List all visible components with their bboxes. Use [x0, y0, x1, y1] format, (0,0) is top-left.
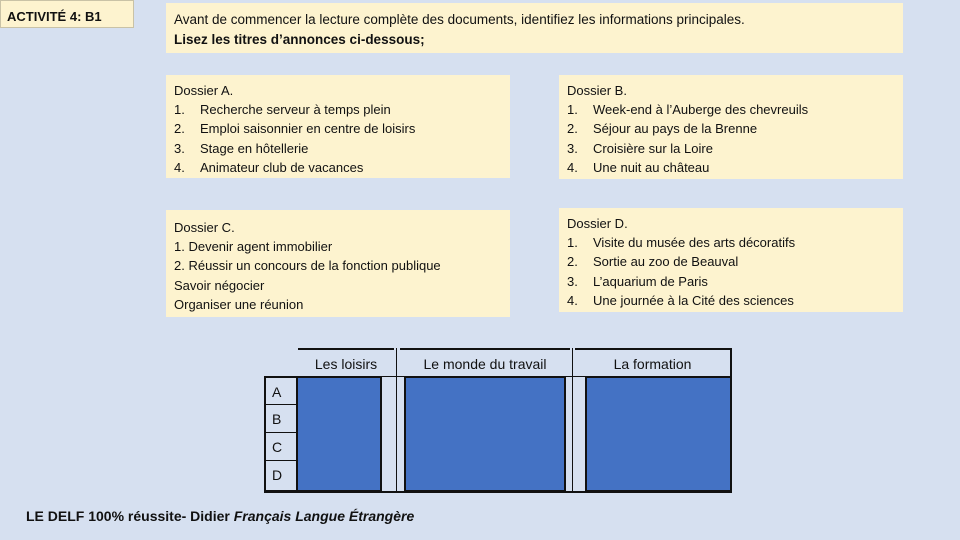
row-label-d: D	[264, 460, 296, 492]
instructions	[166, 3, 903, 53]
instructions-line1: Avant de commencer la lecture complète des documents, identifiez les informations principales.	[174, 12, 745, 27]
list-item	[174, 100, 502, 119]
item-number: 4.	[567, 159, 578, 175]
dossier-d-title: Dossier D.	[567, 216, 628, 231]
row-label-c: C	[264, 432, 296, 460]
dossier-c-title: Dossier C.	[174, 220, 235, 235]
row-label-a: A	[264, 376, 296, 404]
list-item	[567, 272, 895, 291]
column-header-travail: Le monde du travail	[400, 348, 570, 376]
dossier-d	[559, 208, 903, 312]
item-text: Week-end à l’Auberge des chevreuils	[593, 102, 809, 118]
item-text: Recherche serveur à temps plein	[200, 102, 391, 118]
dossier-b	[559, 75, 903, 179]
list-item	[567, 233, 895, 252]
list-item	[567, 139, 895, 158]
list-item	[174, 119, 502, 138]
item-text: Une nuit au château	[593, 159, 710, 175]
item-text: Animateur club de vacances	[200, 159, 364, 175]
grid-divider	[382, 376, 404, 377]
item-number: 2.	[567, 121, 578, 137]
dossier-b-title: Dossier B.	[567, 83, 627, 98]
answer-cell-formation[interactable]	[585, 376, 732, 492]
item-text: L’aquarium de Paris	[593, 273, 708, 289]
item-number: 2.	[174, 121, 185, 137]
footer-bold: LE DELF 100% réussite- Didier	[26, 508, 234, 524]
item-text: Emploi saisonnier en centre de loisirs	[200, 121, 416, 137]
list-item	[567, 158, 895, 177]
item-number: 3.	[174, 140, 185, 156]
row-label-b: B	[264, 404, 296, 432]
item-text: Sortie au zoo de Beauval	[593, 254, 739, 270]
item-text: Stage en hôtellerie	[200, 140, 309, 156]
item-number: 4.	[174, 159, 185, 175]
list-item	[567, 291, 895, 310]
item-number: 3.	[567, 140, 578, 156]
item-text: Séjour au pays de la Brenne	[593, 121, 758, 137]
list-item	[567, 119, 895, 138]
dossier-c-line: 1. Devenir agent immobilier	[174, 239, 333, 255]
list-item	[567, 252, 895, 271]
grid-divider	[396, 348, 397, 492]
item-number: 1.	[567, 235, 578, 251]
item-number: 2.	[567, 254, 578, 270]
footer-italic: Français Langue Étrangère	[233, 508, 415, 524]
item-number: 3.	[567, 273, 578, 289]
column-header-formation: La formation	[575, 348, 732, 376]
list-item	[567, 100, 895, 119]
item-text: Visite du musée des arts décoratifs	[593, 235, 796, 251]
dossier-c-line: 2. Réussir un concours de la fonction publique	[174, 258, 441, 274]
item-number: 4.	[567, 292, 578, 308]
dossier-c	[166, 210, 510, 317]
dossier-c-line: Savoir négocier	[174, 277, 265, 293]
grid-divider	[572, 348, 573, 492]
column-header-loisirs: Les loisirs	[298, 348, 394, 376]
item-text: Croisière sur la Loire	[593, 140, 713, 156]
footer-credit	[26, 508, 414, 524]
dossier-c-line: Organiser une réunion	[174, 296, 304, 312]
item-number: 1.	[174, 102, 185, 118]
dossier-a	[166, 75, 510, 178]
activity-label: ACTIVITÉ 4: B1	[0, 0, 134, 28]
grid-divider	[566, 376, 585, 377]
grid-bottom-border	[264, 491, 732, 493]
dossier-a-title: Dossier A.	[174, 83, 234, 98]
item-number: 1.	[567, 102, 578, 118]
instructions-line2: Lisez les titres d’annonces ci-dessous;	[174, 32, 425, 47]
list-item	[174, 139, 502, 158]
item-text: Une journée à la Cité des sciences	[593, 292, 794, 308]
answer-cell-travail[interactable]	[404, 376, 566, 492]
answer-cell-loisirs[interactable]	[296, 376, 382, 492]
list-item	[174, 158, 502, 177]
